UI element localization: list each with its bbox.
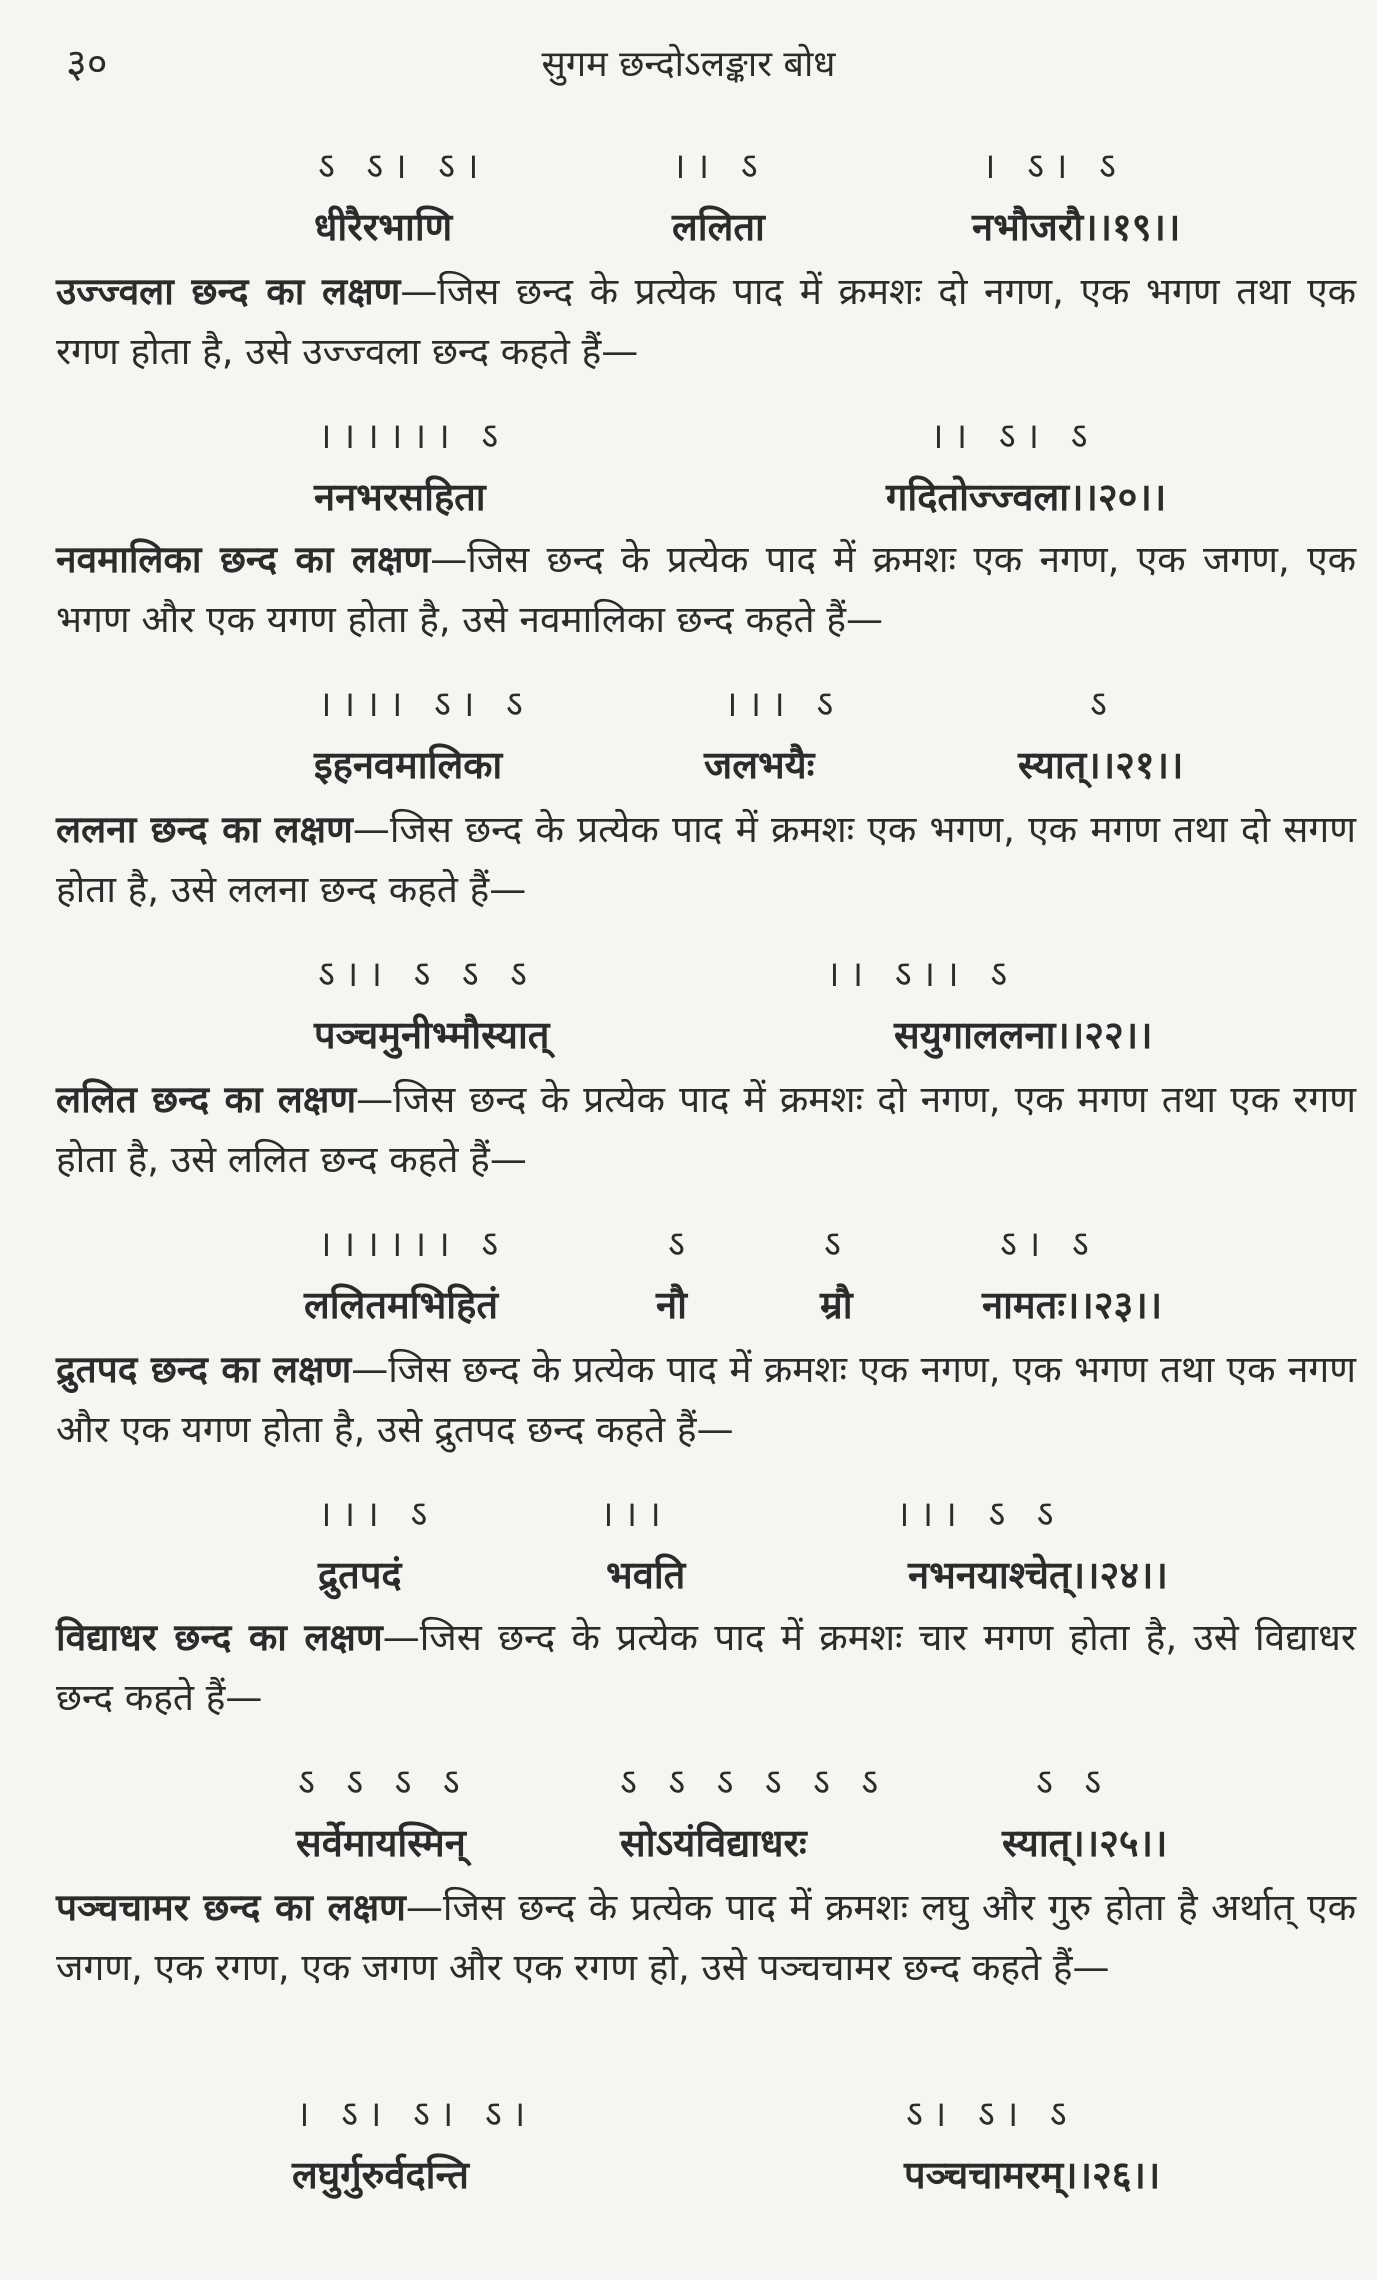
scansion-row — [0, 140, 1377, 196]
definition-paragraph — [56, 800, 1356, 920]
verse-word: पञ्चमुनीभ्मौस्यात् — [314, 1013, 550, 1057]
verse-word: म्रौ — [820, 1283, 853, 1327]
running-title: सुगम छन्दोऽलङ्कार बोध — [541, 44, 836, 85]
scansion-mark: । ऽ। ऽ। ऽ। — [296, 2094, 536, 2135]
page-number: ३० — [66, 41, 108, 87]
scansion-mark: ऽ।। ऽ ऽ ऽ — [318, 954, 537, 995]
verse-line — [0, 470, 1377, 526]
definition-text: —जिस छन्द के प्रत्येक पाद में क्रमशः चार मगण होता है, उसे विद्याधर छन्द कहते हैं— — [56, 1616, 1356, 1719]
verse-word: ललिता — [672, 205, 765, 249]
scansion-mark: ।। ऽ — [672, 146, 768, 187]
definition-paragraph — [56, 1070, 1356, 1190]
scansion-row — [0, 2088, 1377, 2144]
verse-word: सयुगाललना।।२२।। — [894, 1013, 1153, 1057]
scansion-mark: ।।। ऽ ऽ — [896, 1494, 1064, 1535]
definition-paragraph — [56, 262, 1356, 382]
definition-paragraph — [56, 530, 1356, 650]
verse-word: नामतः।।२३।। — [982, 1283, 1163, 1327]
verse-word: लघुर्गुरुर्वदन्ति — [292, 2153, 469, 2197]
definition-heading: नवमालिका छन्द का लक्षण — [56, 538, 431, 581]
definition-text: —जिस छन्द के प्रत्येक पाद में क्रमशः एक नगण, एक भगण तथा एक नगण और एक यगण होता है, उसे द्रुतपद छन्द कहते हैं— — [56, 1348, 1356, 1451]
scansion-mark: ।।। — [600, 1494, 671, 1535]
scansion-mark: ऽ ऽ — [1036, 1762, 1112, 1803]
scansion-row — [0, 1756, 1377, 1812]
definition-heading: पञ्चचामर छन्द का लक्षण — [56, 1886, 406, 1929]
scansion-mark: ऽ ऽ ऽ ऽ ऽ ऽ — [620, 1762, 889, 1803]
scansion-row — [0, 1488, 1377, 1544]
scansion-mark: ऽ ऽ ऽ ऽ — [298, 1762, 470, 1803]
definition-paragraph — [56, 1608, 1356, 1728]
scansion-mark: । ऽ। ऽ — [982, 146, 1126, 187]
scansion-mark: ।।।।।। ऽ — [318, 416, 509, 457]
scansion-mark: ।। ऽ।। ऽ — [826, 954, 1018, 995]
scansion-mark: ।।। ऽ — [724, 684, 844, 725]
verse-line — [0, 1816, 1377, 1872]
scansion-mark: ऽ — [1090, 684, 1117, 725]
scansion-mark: ऽ। ऽ — [1000, 1224, 1099, 1265]
definition-heading: उज्ज्वला छन्द का लक्षण — [56, 270, 401, 313]
definition-paragraph — [56, 1340, 1356, 1460]
verse-line — [0, 1008, 1377, 1064]
scansion-mark: ऽ — [668, 1224, 695, 1265]
verse-line — [0, 200, 1377, 256]
verse-word: स्यात्।।२५।। — [1002, 1821, 1168, 1865]
verse-word: पञ्चचामरम्।।२६।। — [904, 2153, 1161, 2197]
verse-word: गदितोज्ज्वला।।२०।। — [886, 475, 1167, 519]
verse-word: नभौजरौ।।१९।। — [972, 205, 1181, 249]
verse-line — [0, 1548, 1377, 1604]
scansion-row — [0, 410, 1377, 466]
definition-text: —जिस छन्द के प्रत्येक पाद में क्रमशः एक भगण, एक मगण तथा दो सगण होता है, उसे ललना छन्द कहते हैं— — [56, 808, 1356, 911]
definition-heading: द्रुतपद छन्द का लक्षण — [56, 1348, 352, 1391]
scansion-mark: ।। ऽ। ऽ — [930, 416, 1098, 457]
scansion-row — [0, 678, 1377, 734]
definition-text: —जिस छन्द के प्रत्येक पाद में क्रमशः दो नगण, एक मगण तथा एक रगण होता है, उसे ललित छन्द कहते हैं— — [56, 1078, 1356, 1181]
definition-heading: ललना छन्द का लक्षण — [56, 808, 353, 851]
scansion-mark: ऽ ऽ। ऽ। — [318, 146, 489, 187]
scansion-mark: ऽ। ऽ। ऽ — [906, 2094, 1077, 2135]
verse-word: सर्वेमायस्मिन् — [296, 1821, 466, 1865]
definition-heading: ललित छन्द का लक्षण — [56, 1078, 357, 1121]
verse-word: द्रुतपदं — [318, 1553, 402, 1597]
verse-line — [0, 1278, 1377, 1334]
scansion-row — [0, 948, 1377, 1004]
verse-word: ननभरसहिता — [314, 475, 486, 519]
verse-word: ललितमभिहितं — [304, 1283, 498, 1327]
verse-word: जलभयैः — [704, 743, 815, 787]
verse-word: भवति — [606, 1553, 686, 1597]
definition-text: —जिस छन्द के प्रत्येक पाद में क्रमशः एक नगण, एक जगण, एक भगण और एक यगण होता है, उसे नवमालिका छन्द कहते हैं— — [56, 538, 1356, 641]
scansion-mark: ।।।। ऽ। ऽ — [318, 684, 533, 725]
scansion-mark: ।।। ऽ — [318, 1494, 438, 1535]
scansion-mark: ऽ — [824, 1224, 851, 1265]
verse-word: सोऽयंविद्याधरः — [620, 1821, 807, 1865]
definition-paragraph — [56, 1878, 1356, 1998]
definition-text: —जिस छन्द के प्रत्येक पाद में क्रमशः दो नगण, एक भगण तथा एक रगण होता है, उसे उज्ज्वला छन्द कहते हैं— — [56, 270, 1356, 373]
verse-word: स्यात्।।२१।। — [1018, 743, 1184, 787]
verse-word: धीरैरभाणि — [314, 205, 453, 249]
verse-word: इहनवमालिका — [314, 743, 503, 787]
definition-heading: विद्याधर छन्द का लक्षण — [56, 1616, 383, 1659]
verse-word: नौ — [656, 1283, 687, 1327]
scansion-row — [0, 1218, 1377, 1274]
verse-word: नभनयाश्चेत्।।२४।। — [908, 1553, 1168, 1597]
verse-line — [0, 738, 1377, 794]
verse-line — [0, 2148, 1377, 2204]
definition-text: —जिस छन्द के प्रत्येक पाद में क्रमशः लघु और गुरु होता है अर्थात् एक जगण, एक रगण, एक जगण और एक रगण हो, उसे पञ्चचामर छन्द कहते हैं— — [56, 1886, 1356, 1989]
scansion-mark: ।।।।।। ऽ — [318, 1224, 509, 1265]
